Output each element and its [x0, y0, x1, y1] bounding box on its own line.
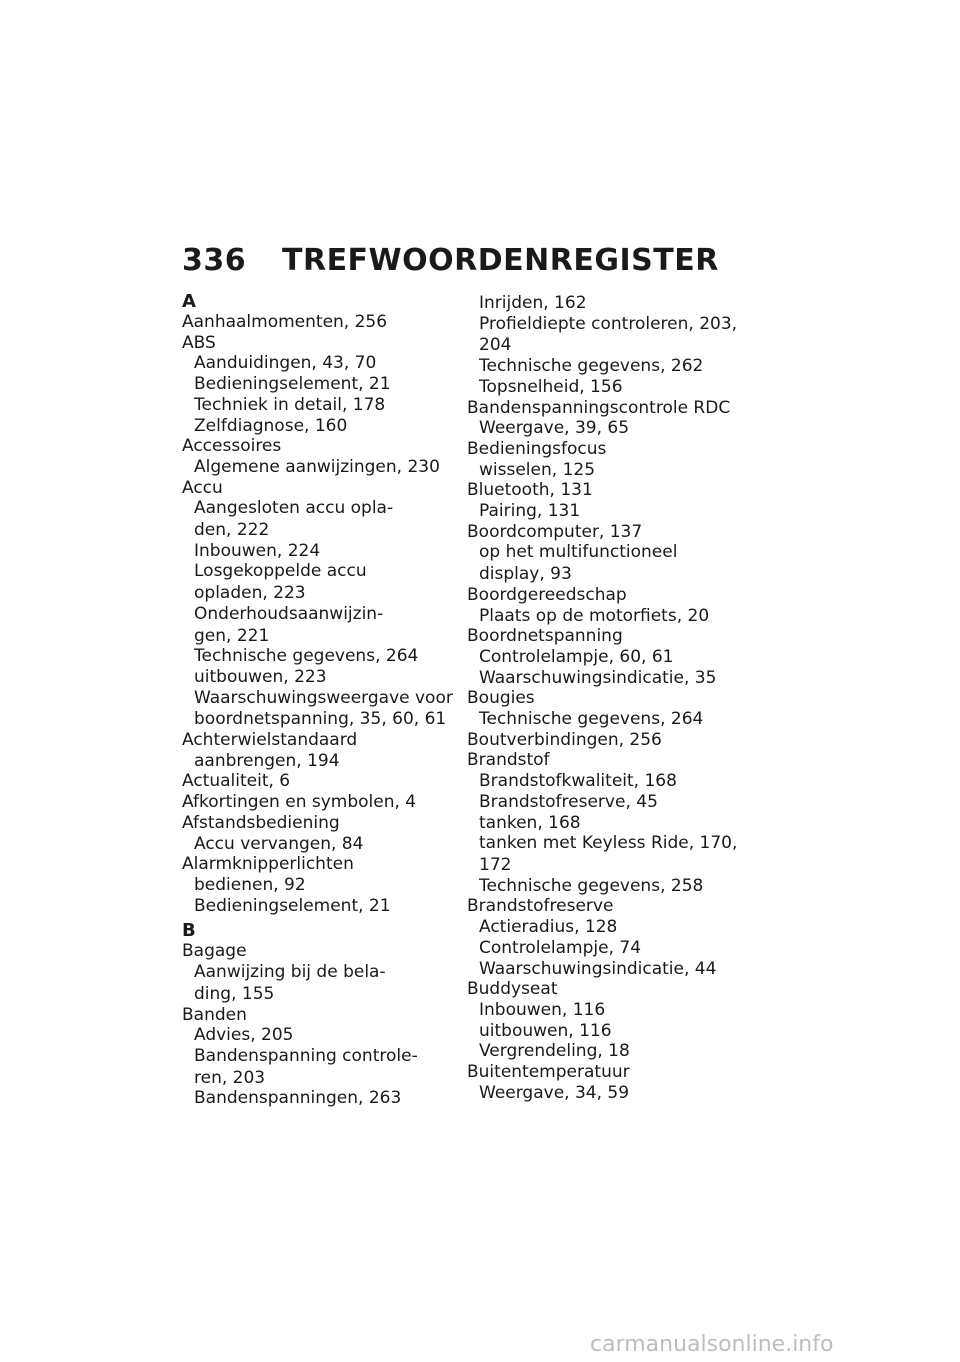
index-entry: Bandenspanningscontrole RDC	[467, 397, 731, 418]
index-subentry: Inbouwen, 224	[194, 540, 321, 561]
index-subentry: tanken met Keyless Ride, 170,	[479, 833, 738, 854]
index-subentry: Controlelampje, 60, 61	[479, 646, 674, 667]
page-number: 336	[182, 243, 247, 278]
index-subentry: Topsnelheid, 156	[479, 376, 623, 397]
index-subentry: Aanwijzing bij de bela-	[194, 962, 386, 983]
section-letter: B	[182, 920, 196, 942]
index-subentry: Inbouwen, 116	[479, 999, 606, 1020]
index-entry: Afstandsbediening	[182, 812, 340, 833]
index-entry: Bagage	[182, 941, 247, 962]
index-entry: Brandstofreserve	[467, 896, 614, 917]
index-entry: Accu	[182, 477, 223, 498]
index-subentry: Technische gegevens, 264	[479, 709, 704, 730]
index-column-right	[467, 293, 749, 1103]
index-entry: Boordgereedschap	[467, 584, 627, 605]
index-column-left	[182, 292, 464, 1109]
index-subentry: 204	[479, 335, 512, 356]
index-subentry: den, 222	[194, 520, 270, 541]
index-subentry: Plaats op de motorfiets, 20	[479, 605, 710, 626]
index-subentry: Waarschuwingsindicatie, 35	[479, 667, 717, 688]
index-subentry: Bedieningselement, 21	[194, 895, 391, 916]
index-subentry: Bedieningselement, 21	[194, 374, 391, 395]
index-subentry: Accu vervangen, 84	[194, 833, 364, 854]
index-subentry: Weergave, 39, 65	[479, 418, 630, 439]
index-subentry: Inrijden, 162	[479, 293, 587, 313]
section-letter: A	[182, 291, 196, 312]
index-subentry: Aangesloten accu opla-	[194, 498, 394, 519]
index-entry: Actualiteit, 6	[182, 771, 291, 792]
index-entry: Buitentemperatuur	[467, 1062, 630, 1083]
index-entry: Bedieningsfocus	[467, 438, 607, 459]
index-entry: Alarmknipperlichten	[182, 854, 354, 875]
index-subentry: Waarschuwingsindicatie, 44	[479, 958, 717, 979]
index-subentry: Bandenspanningen, 263	[194, 1088, 402, 1109]
index-subentry: Technische gegevens, 264	[194, 646, 419, 667]
index-subentry: 172	[479, 854, 512, 875]
index-subentry: Vergrendeling, 18	[479, 1041, 630, 1062]
index-subentry: Onderhoudsaanwijzin-	[194, 603, 384, 624]
index-subentry: wisselen, 125	[479, 459, 596, 480]
index-entry: Boutverbindingen, 256	[467, 729, 662, 750]
index-entry: Achterwielstandaard	[182, 730, 358, 751]
index-subentry: Actieradius, 128	[479, 917, 618, 938]
index-subentry: Losgekoppelde accu	[194, 561, 367, 582]
index-subentry: uitbouwen, 223	[194, 666, 327, 687]
index-entry: Accessoires	[182, 436, 282, 457]
index-subentry: Aanduidingen, 43, 70	[194, 353, 377, 374]
index-entry: Aanhaalmomenten, 256	[182, 312, 388, 332]
index-entry: Bougies	[467, 688, 535, 709]
index-subentry: Technische gegevens, 262	[479, 356, 704, 377]
index-entry: Boordnetspanning	[467, 626, 623, 647]
index-subentry: op het multifunctioneel	[479, 542, 678, 563]
index-subentry: uitbouwen, 116	[479, 1020, 612, 1041]
index-subentry: Brandstofreserve, 45	[479, 791, 658, 812]
index-entry: Boordcomputer, 137	[467, 521, 643, 542]
index-subentry: ren, 203	[194, 1067, 266, 1088]
index-subentry: Advies, 205	[194, 1025, 294, 1046]
index-subentry: aanbrengen, 194	[194, 750, 340, 771]
index-subentry: bedienen, 92	[194, 874, 306, 895]
index-subentry: Profieldiepte controleren, 203,	[479, 313, 738, 334]
index-subentry: Brandstofkwaliteit, 168	[479, 771, 677, 792]
index-subentry: Controlelampje, 74	[479, 937, 642, 958]
index-entry: Buddyseat	[467, 979, 558, 1000]
index-subentry: Waarschuwingsweergave voor	[194, 687, 453, 708]
index-subentry: display, 93	[479, 564, 572, 585]
index-subentry: Bandenspanning controle-	[194, 1045, 418, 1066]
index-entry: Afkortingen en symbolen, 4	[182, 792, 417, 813]
index-subentry: Technische gegevens, 258	[479, 875, 704, 896]
index-entry: ABS	[182, 332, 216, 353]
index-entry: Brandstof	[467, 750, 550, 771]
index-subentry: Pairing, 131	[479, 501, 581, 522]
index-subentry: Techniek in detail, 178	[194, 394, 386, 415]
page-heading: TREFWOORDENREGISTER	[282, 243, 719, 278]
page-title	[182, 243, 822, 278]
index-subentry: Algemene aanwijzingen, 230	[194, 456, 440, 477]
index-subentry: Zelfdiagnose, 160	[194, 415, 348, 436]
index-subentry: boordnetspanning, 35, 60, 61	[194, 709, 447, 730]
index-entry: Banden	[182, 1004, 247, 1025]
index-subentry: gen, 221	[194, 625, 270, 646]
watermark: carmanualsonline.info	[590, 1332, 834, 1357]
index-subentry: Weergave, 34, 59	[479, 1082, 630, 1103]
index-subentry: ding, 155	[194, 983, 275, 1004]
index-subentry: tanken, 168	[479, 812, 581, 833]
index-subentry: opladen, 223	[194, 583, 306, 604]
index-entry: Bluetooth, 131	[467, 480, 593, 501]
